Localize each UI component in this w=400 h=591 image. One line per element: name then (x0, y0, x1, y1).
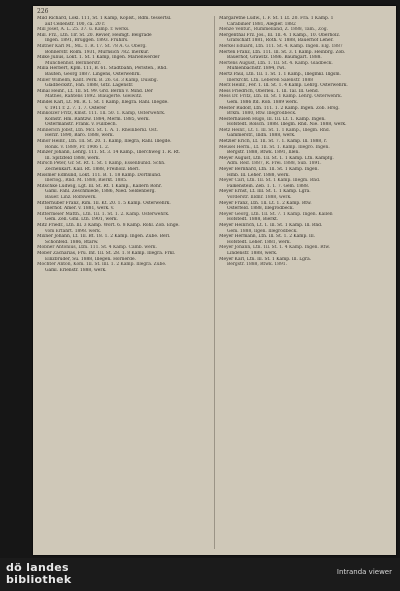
right-entry: Meyer Carl, Ltn. 1ll. St. 1 Kamp. Illegm. Rnd. (219, 178, 321, 184)
right-entry: Mesterhausen Hugo, Ill. 1ll. Lt. 1. Kamp. Ingen. (219, 116, 326, 122)
left-entry: auf Cellenstr. 100, ca. 20 r. (45, 21, 106, 27)
left-entry: Ill. Spitzfeld 1888, werk. (45, 155, 100, 161)
right-entry: Mess Friedrich, Oberleu. 1. Ill. Tal. Ill. Gend. (219, 88, 320, 94)
right-entry: Meyer Bernhard, Ltn. 1ll. St. 1 Kamp. Ingen. (219, 167, 319, 173)
left-entry: Gladbeckstr., Fah. 1888, Gltz. Lagenstr. (45, 83, 134, 89)
left-entry: Mitterhuber Franz, Rim. 1ll. Kt. 20. 1. 5 Kamp. Osterwehrk. (37, 200, 171, 206)
left-entry: Minzer Johann, Lehrg. 111. St. 3. 14 Kamp., Illerchweg 1. R. Rt. (37, 150, 181, 156)
right-entry: Hmb. Ill. Leher. 1888, werk. (227, 172, 290, 178)
right-entry: Mergenthal Frz. Jos., Ill. 1ll. 4. 1 Kamp., 10. Oberholz. (219, 32, 341, 38)
left-entry: Bohnerstr. Rolm. 1931, Mürnsich 782. merkur. (45, 49, 150, 55)
left-entry: Möchter Anton, Kom. 1ll. St. Illl. 1. 2 Kamp. Illegra. Zube. (37, 262, 167, 268)
right-entry: Merkel Eduard, Ltn. 111. St. 4. Kamp. Ingen. Elg. 1887 (219, 43, 343, 49)
right-entry: Grafschaft 1881, Roth. v. 1888, Bauerhof Leher. (227, 38, 334, 44)
left-entry: Herzr. 1890, Baro. 1888, werk. (45, 133, 114, 139)
left-entry: Mittermeier Matth., Ltn. 1ll. 1. St. 1. 2. Kamp. Osterwehrk. (37, 211, 170, 217)
page-number: 226 (37, 8, 49, 15)
left-entry: Minkolzer Fritz, Kmst. 111. 1ll. 50. 1. Kamp, Osterwehrk. (37, 111, 166, 117)
right-entry: Mertens August, Ltn. 1. 1ll. St. 4. Kamp. Gladbeck. (219, 60, 333, 66)
left-entry: Münchenhof. Berlinerstr. (45, 60, 101, 66)
left-entry: Ronik. v. 1889, Fr. 1906 1. 2. (45, 144, 110, 150)
left-entry: Ingen. 1891, Brüggen. 1893. Frühlrs. (45, 38, 129, 44)
right-entry: Falkenstein. Zeb. 1. 1. 7. Gem. 1888. (227, 183, 310, 189)
left-entry: v. 1911 r. 2. 7. 1. 7. Osterer (45, 105, 107, 111)
right-entry: Meyer Karl, Ltn. Ill. St. 1 Kamp. Ill. Lgra. (219, 256, 312, 262)
right-entry: Osterfeld. 1888, Illegrodbeck. (227, 206, 294, 212)
right-entry: Gammerstr., Illdn. 1888, werk. (227, 133, 296, 139)
scanned-page (33, 6, 396, 555)
right-entry: Mester Rudolf, Ltn. 111. 1. 2 Kamp. Ingen. Zob. Hrsg. (219, 105, 340, 111)
right-entry: Meyer Georg, Ltn. 1ll. St. 7. 1 Kamp. Ingen. Kallen (219, 211, 333, 217)
left-entry: Mixner Johann, Lt. 1ll. Bt. 18. 1. 2 Kamp. Ingen. Zube. Berl. (37, 234, 171, 240)
column-divider (214, 16, 215, 549)
left-entry: Mindel Karl, Lt. Ml. R. 1. St. 1 Kamp, Illegra. Rahl. Illegde. (37, 99, 169, 105)
right-entry: Hofstedt. Leher. 1881, werk. (227, 239, 291, 245)
right-entry: Meyer Franz, Ltn. 1ll. Lt. 1. 2 Kamp. Rtw. (219, 200, 312, 206)
left-entry: Miltner Karl M., ML. 1. R. 17. St. 78 A. G. Oberg. (37, 43, 147, 49)
right-entry: Meyer Johann, Ltn. 1ll. St. 1. 4 Kamp. Ingen. Rtw. (219, 245, 330, 251)
left-entry: vom Erfahrt. 1898. werk. (45, 228, 102, 234)
left-entry: Missmer Edmund, Lokt. 111. B. 1. 18 Kamp. Dortmund. (37, 172, 162, 178)
left-entry: Mobner Antonius, Ltm. 111. St. 4 Kamp. Camb. werk. (37, 245, 157, 251)
left-entry: Illerlog., Rnd. M. 1888, Bierkt. 1885. (45, 178, 128, 184)
right-entry: Meyer August, Ltn. 1ll. St. 1. 1 Kamp. Ltn. Kampfg. (219, 155, 334, 161)
left-entry: Mill Josef, A. L. 25. 37. u. Kamp. r. werks. (37, 27, 130, 33)
right-entry: Hofstedt. Rolsch. 1888. Illegm. Rnd. Nie. 1888, werk. (227, 122, 347, 128)
right-entry: Menze Ventur., Rummelland, Z. 1888, Tam., Zog. (219, 27, 328, 33)
left-entry: Ostermanstr. Frank. v. Fullbech. (45, 122, 117, 128)
left-entry: Gaml. Fähl. Zeschmiede, 1886, Nied. Seldenberg. (45, 189, 156, 195)
right-entry: Illerkrcht. Ltn. Leberen Salenstr. 1888 (227, 77, 314, 83)
left-entry: Mathes, Rahtens 1892. Blaugerte. Gleiwitz. (45, 94, 143, 100)
right-entry: Brkm. 1880, Rtw. Illegrodbeck. (227, 111, 297, 117)
right-entry: Bergstr. 1888, Rtwk. 1891, Illen. (227, 150, 300, 156)
left-entry: Minnerich Jobst, Ltn. Mcl. St. 1. A. 1. Rheinberkl. Ost. (37, 127, 158, 133)
right-entry: Bauerhof, Grawitz. 1886. Baumgart. 1888. (227, 55, 322, 61)
right-entry: Vorderstr. Illdnr. 1888, werk. (227, 195, 292, 200)
right-entry: Adm. Reif. 1887, R. Frei. 1888, Sub. 1891. (227, 161, 322, 167)
left-entry: Miller Wilhelm, Kant. Perk. B. 26. Gl. 3 Kamp, Duisbg. (37, 77, 158, 83)
left-entry: Mitz Friedr., Ltn. Ill. 3 Kamp. Wort. 6. 8 Kamp. Rohl. Zob. Enge. (37, 222, 180, 228)
left-entry: Mill. Frz., Ltn. 1Ir. St. 20. Revier, Heimgt. Belgrade (37, 32, 152, 38)
right-entry: Merz Heinr., Fer. 1. Ill. St. 1. 4 Kamp. Lehrg. Osterwehrk. (219, 83, 348, 89)
library-logo[interactable] (6, 562, 71, 586)
right-entry: Carabinier 1881, Alegler. 1882 (227, 21, 296, 27)
right-entry: Gem. 1886 ltd. Rob. 1889 werk. (227, 99, 299, 105)
right-entry: Merten Franz, Ltn. 111. Ill. St. 3. 1 Kamp. Heinbrg. Zob. (219, 49, 346, 55)
right-entry: Meusel Herm., Lt. 1ll. St. 1. Kamp. Illegro. Ingen. (219, 144, 330, 150)
right-entry: Mertz Paul, Ltn. 1ll. 1. St. 1. 1 Kamp., Illegmkl. Illgsm. (219, 71, 341, 77)
left-entry: Gaml. Erlenstr. 1888, werk. (45, 267, 107, 273)
left-entry: Mitschke Ludwig, Lgt. Ill. St. Rt. 1 Kamp., Kallern Rohr. (37, 183, 162, 189)
left-entry: Milke Julius, Lokt. 1. St. 1 Kamp, Ingen. Marienwerder (37, 55, 160, 61)
left-entry: Einzbrüder, Sü. 1888, Illegen. Hornerde. (45, 256, 136, 262)
left-entry: Mober Zacharias, Frü. Inf. 1ll. St. 28. 1. 8 Kamp. Illegra. Frkl. (37, 250, 176, 256)
left-entry: Minal Heinr., Lt. 1ll. St. 99. Grd. Berlin v. Mind. Der (37, 88, 153, 94)
right-entry: Meyer Ernst, Lt. Illl. St. 1. 1 Kamp. Lgra. (219, 189, 311, 195)
right-entry: Hofstedt. 1888, Bierkt. (227, 217, 279, 223)
left-entry: Bauten, Georg 1887. Lingens, Osterwehrk. (45, 71, 141, 77)
right-entry: Mess Dr. Fritz, Ltn. Ill. St. 1 Kamp. Lehrg. Osterwehrk. (219, 94, 343, 100)
left-entry: Zechenkart. Kall. Rt. 1888, Freiholz. Bierl. (45, 167, 140, 173)
right-entry: Margarethe Ludw., I. F. St. 1 Lt. 20. Fra. 1 Kamp. 1 (219, 16, 334, 21)
left-entry: Gem. Zell. Gml. Ltn. 1901, werk. (45, 217, 118, 223)
right-entry: Meyer Heinrich, Lt. 1. Ill. St. 1 Kamp. Ill. Rnd. (219, 222, 323, 228)
left-entry: Mirsch Peter, Gr. St. Rt. 1. St. 1 Kamp, Essenbühld. Schh. (37, 161, 166, 167)
right-entry: Bergstr. 1888, Rtwk. 1891. (227, 262, 287, 268)
logo-line-1: dö landes (6, 561, 69, 574)
left-column (37, 16, 207, 551)
right-entry: Mühlenbachstr. 1894, rwl. (227, 66, 286, 72)
viewer-footer (0, 558, 400, 591)
left-entry: Illerhof. Amer. v. 1881, werk. v. (45, 206, 115, 212)
left-entry: Schönfeld. 1886, Rtarw. (45, 239, 99, 245)
right-column (219, 16, 389, 551)
logo-line-2: bibliothek (6, 573, 72, 586)
right-entry: Metzler Erich, Lt. 1ll. St. 7. 1. Kamp. Ill. 1888, r. (219, 139, 328, 145)
right-entry: Meyer Hermann, Ltn. Ill. St. 1. 2 Kamp. Ill. (219, 234, 315, 240)
viewer-brand-link[interactable]: Intranda viewer (336, 568, 392, 576)
right-entry: Metz Heinr., Lt. 1. Ill. St. 1. 1 Kamp., Illegm. Rnd. (219, 127, 331, 133)
right-entry: Gem. 1888, Ilgen. Illegrodbeck. (227, 228, 298, 234)
left-entry: Milla Herbert, Kpm. 111, B. 61. Stadtbahn, Perlsten., Rhd. (37, 66, 168, 72)
left-entry: Minor Heinr., Ltn. 1ll. St. 20. 1. Kamp, Illegra, Rahl. Illegde. (37, 139, 172, 145)
left-entry: Bauer. Linz. Rolfswerk. (45, 195, 97, 200)
left-entry: Mild Richard, Lokl. 111, St. 1 Kamp, Koplst., Rdm. tessertsl. (37, 16, 172, 21)
left-entry: Kölnstr. Hm. Rahtzw. 1884, Merm. 1885, werk. (45, 116, 150, 122)
right-entry: Lindenstr. 1888, werk. (227, 250, 278, 256)
